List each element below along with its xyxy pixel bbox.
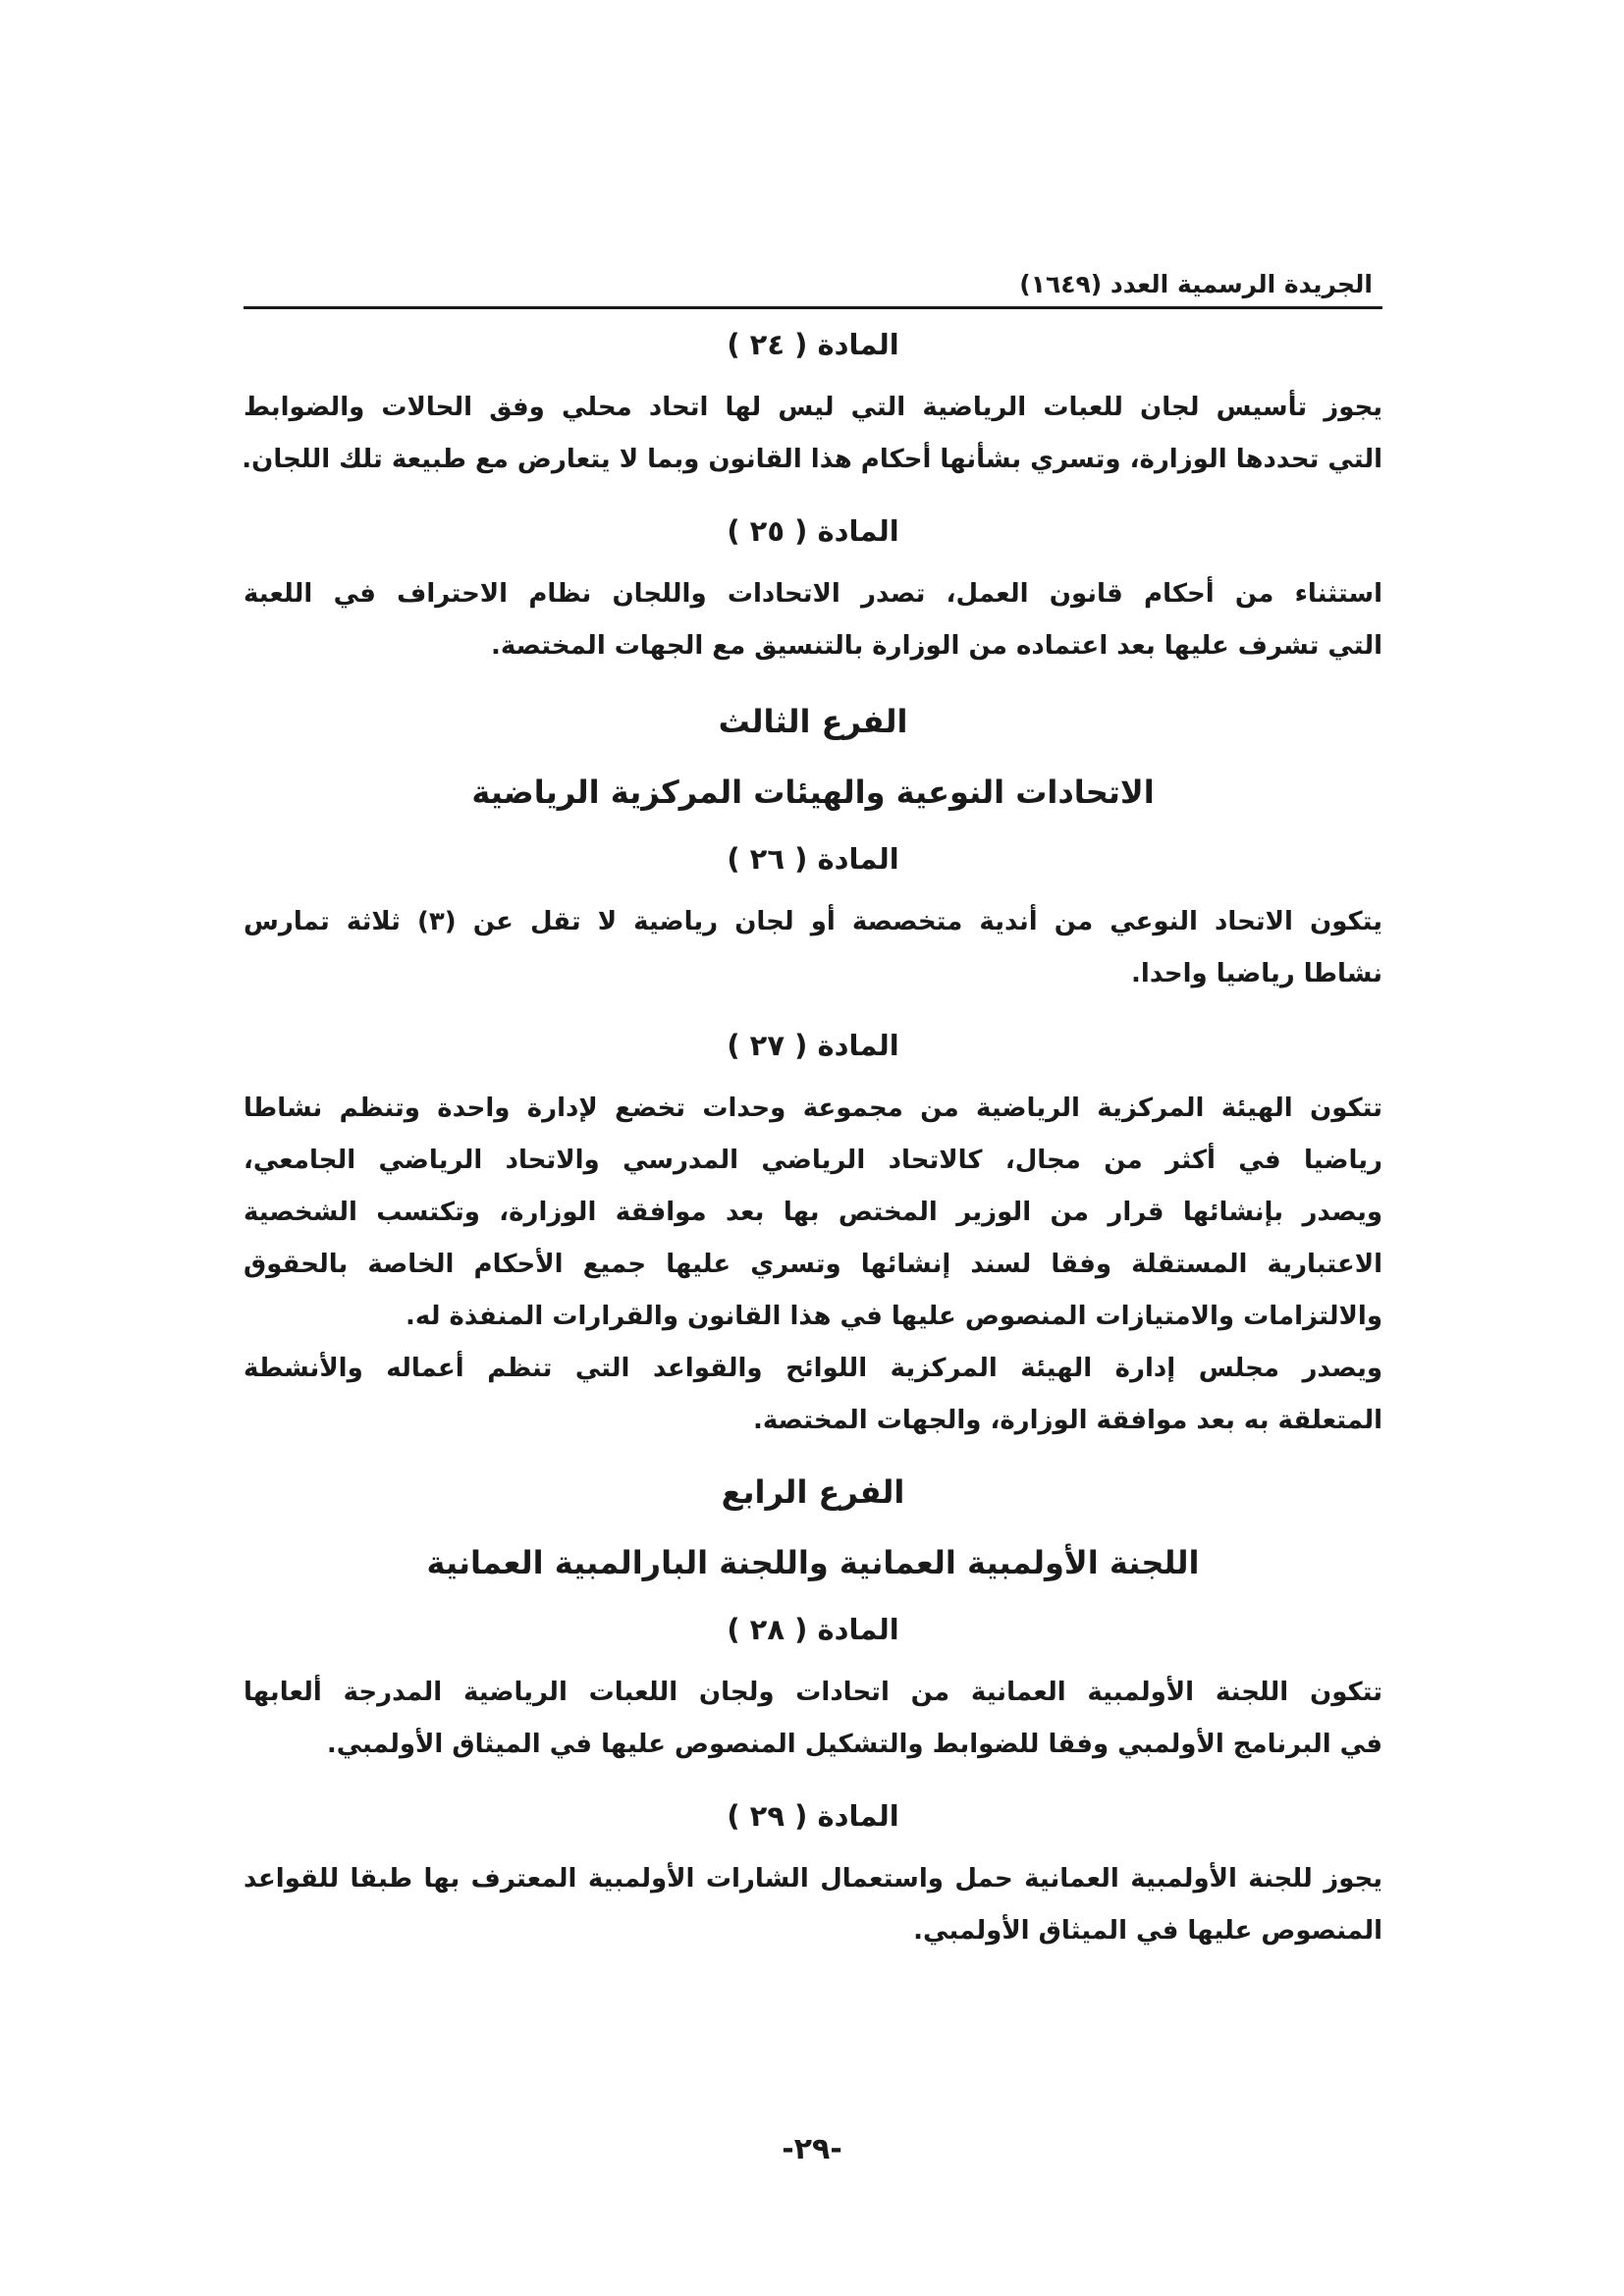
text-line: يتكون الاتحاد النوعي من أندية متخصصة أو لجان رياضية لا تقل عن (٣) ثلاثة تمارس: [244, 907, 1382, 936]
branch-title: الفرع الثالث: [718, 703, 908, 740]
article-heading: المادة ( ٢٨ ): [727, 1613, 899, 1646]
article-text: [244, 1083, 1382, 1447]
text-line: والالتزامات والامتيازات المنصوص عليها في هذا القانون والقرارات المنفذة له.: [406, 1302, 1382, 1331]
article-27: [244, 1014, 1382, 1447]
branch-title: الفرع الرابع: [721, 1473, 905, 1511]
article-text: [244, 1667, 1382, 1771]
text-line: تتكون اللجنة الأولمبية العمانية من اتحادات ولجان اللعبات الرياضية المدرجة ألعابها: [244, 1678, 1382, 1707]
article-heading: المادة ( ٢٤ ): [727, 328, 899, 361]
document-page: [244, 245, 1382, 1971]
article-heading: المادة ( ٢٥ ): [727, 514, 899, 548]
article-24: [244, 313, 1382, 486]
article-28: [244, 1598, 1382, 1771]
text-line: المتعلقة به بعد موافقة الوزارة، والجهات المختصة.: [753, 1406, 1382, 1435]
text-line: المنصوص عليها في الميثاق الأولمبي.: [913, 1916, 1382, 1946]
text-line: استثناء من أحكام قانون العمل، تصدر الاتحادات واللجان نظام الاحتراف في اللعبة: [244, 579, 1382, 609]
page-number: -٢٩-: [782, 2132, 842, 2166]
text-line: يجوز للجنة الأولمبية العمانية حمل واستعمال الشارات الأولمبية المعترف بها طبقا للقواعد: [244, 1864, 1382, 1894]
article-text: [244, 568, 1382, 672]
article-heading: المادة ( ٢٩ ): [727, 1799, 899, 1833]
branch-subtitle: اللجنة الأولمبية العمانية واللجنة البارالمبية العمانية: [426, 1544, 1200, 1581]
gazette-header: [244, 245, 1382, 309]
gazette-title: الجريدة الرسمية العدد (١٦٤٩): [1019, 270, 1373, 298]
article-text: [244, 1853, 1382, 1957]
text-line: نشاطا رياضيا واحدا.: [1131, 959, 1382, 988]
article-text: [244, 382, 1382, 486]
article-29: [244, 1785, 1382, 1957]
text-line: ويصدر مجلس إدارة الهيئة المركزية اللوائح والقواعد التي تنظم أعماله والأنشطة: [244, 1354, 1382, 1383]
article-text: [244, 896, 1382, 1000]
text-line: في البرنامج الأولمبي وفقا للضوابط والتشكيل المنصوص عليها في الميثاق الأولمبي.: [326, 1730, 1382, 1759]
branch-subtitle: الاتحادات النوعية والهيئات المركزية الرياضية: [471, 774, 1155, 811]
text-line: ويصدر بإنشائها قرار من الوزير المختص بها بعد موافقة الوزارة، وتكتسب الشخصية: [244, 1198, 1382, 1227]
text-line: الاعتبارية المستقلة وفقا لسند إنشائها وتسري عليها جميع الأحكام الخاصة بالحقوق: [244, 1250, 1382, 1279]
text-line: رياضيا في أكثر من مجال، كالاتحاد الرياضي المدرسي والاتحاد الرياضي الجامعي،: [244, 1146, 1382, 1175]
article-25: [244, 500, 1382, 672]
article-heading: المادة ( ٢٦ ): [727, 842, 899, 876]
text-line: يجوز تأسيس لجان للعبات الرياضية التي ليس لها اتحاد محلي وفق الحالات والضوابط: [244, 393, 1382, 422]
text-line: التي تحددها الوزارة، وتسري بشأنها أحكام هذا القانون وبما لا يتعارض مع طبيعة تلك اللجان.: [242, 445, 1382, 474]
article-heading: المادة ( ٢٧ ): [727, 1029, 899, 1062]
text-line: تتكون الهيئة المركزية الرياضية من مجموعة وحدات تخضع لإدارة واحدة وتنظم نشاطا: [244, 1094, 1382, 1123]
text-line: التي تشرف عليها بعد اعتماده من الوزارة بالتنسيق مع الجهات المختصة.: [491, 631, 1382, 661]
article-26: [244, 828, 1382, 1000]
